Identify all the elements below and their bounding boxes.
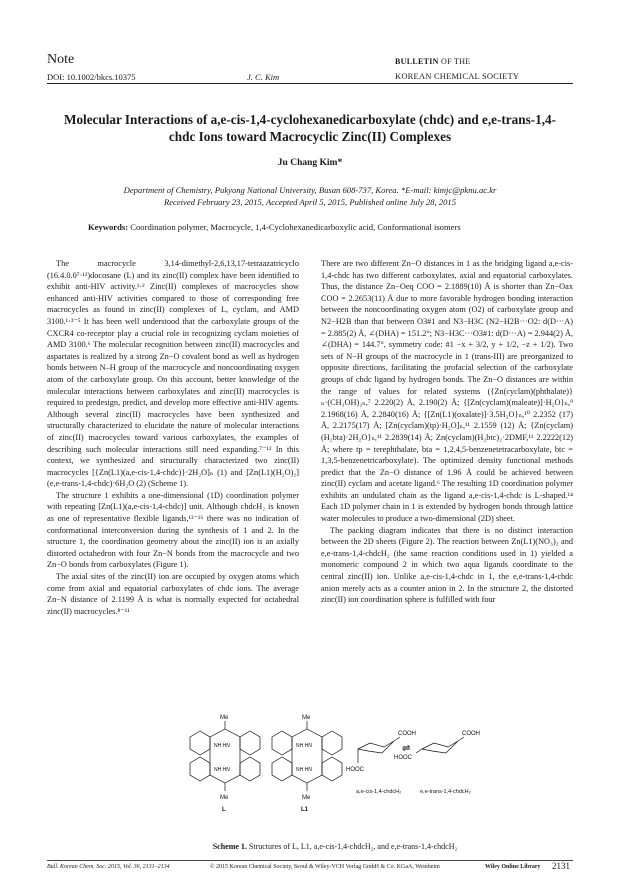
paragraph: There are two different Zn−O distances in 1 as the bridging ligand a,e-cis-1,4-chdc has two different carboxylates, axial and equatorial carboxylates. Thus, the distance Zn−Oeq COO = 2.1889(10) Å is shorter than Zn−Oax COO = 2.2653(11) Å due to more favorable hydrogen bonding interaction between the noncoordinating oxygen atom (O2) of carboxylate group and N2−H2B than that between O3#1 and N3−H3C (N2−H2B···O2: d(D···A) = 2.885(2) Å, ∠(DHA) = 151.2°; N3−H3C···O3#1: d(D···A) = 2.944(2) Å, ∠(DHA) = 144.7°, symmetry code: #1 −x + 3/2, y + 1/2, −z + 1/2). Two sets of N−H groups of the macrocycle in 1 (trans-III) are preorganized to opposite directions, facilitating the profacial selection of the carboxylate groups of chdc ligand by hydrogen bonds. The Zn−O distances are within the range of values for related systems ({Zn(cyclam)(phthalate)}ₙ·(CH₃OH)₂ₙ,⁷ 2.220(2) Å, 2.190(2) Å; {[Zn(cyclam)(maleate)]·H₂O}ₙ,⁹ 2.1968(16) Å, 2.2840(16) Å; {[Zn(L1)(oxalate)]·3.5H₂O}ₙ,¹⁰ 2.2352 (17) Å, 2.2175(17) Å; [Zn(cyclam)(tp)·H₂O]ₙ,¹¹ 2.1559 (12) Å; {Zn(cyclam)(H₂bta)·2H₂O}ₙ,¹¹ 2.2839(14) Å; Zn(cyclam)(H₂btc)₂·2DMF,¹¹ 2.2222(12) Å; where tp = terephthalate, bta = 1,2,4,5-benzenetetracarboxylate, btc = 1,3,5-benzenetricarboxylate). The optimized density functional methods predict that the Zn−O distance of 1.96 Å could be achieved between zinc(II) cyclam and acetate ligand.⁶ The resulting 1D coordination polymer exhibits an undulated chain as the ligand a,e-cis-1,4-chdc is L-shaped.¹⁴ Each 1D polymer chain in 1 is extended by hydrogen bonds through lattice water molecules to produce a two-dimensional (2D) sheet.: [321, 259, 573, 524]
scheme-caption-label: Scheme 1.: [212, 842, 247, 851]
left-column: [47, 258, 299, 617]
article-author: Ju Chang Kim*: [277, 158, 343, 168]
methyl-label: Me: [302, 795, 311, 801]
journal-name-line2: KOREAN CHEMICAL SOCIETY: [395, 71, 520, 81]
scheme-caption: [165, 842, 505, 851]
equilibrium-arrow: ⇌: [402, 743, 411, 754]
keywords-label: Keywords:: [88, 222, 129, 232]
paragraph: The packing diagram indicates that there is no distinct interaction between the 2D sheets (Figure 2). The reaction between Zn(L1)(NO₃)₂ and e,e-trans-1,4-chdcH₂ (the same reaction conditions used in 1) yielded a monomeric compound 2 in which two aqua ligands coordinate to the central zinc(II) ion. Unlike a,e-cis-1,4-chdc in 1, the e,e-trans-1,4-chdc anion merely acts as a counter anion in 2. In the structure 2, the distorted zinc(II) ion coordination sphere is fulfilled with four: [321, 525, 573, 605]
section-label: Note: [47, 52, 75, 67]
right-column: [321, 258, 573, 606]
paragraph: The structure 1 exhibits a one-dimensional (1D) coordination polymer with repeating [Zn(L1)(a,e-cis-1,4-chdc)] unit. Although chdcH₂ is known as one of representative flexible ligands,¹³⁻¹⁶ there was no indication of conformational interconversion during the synthesis of 1 and 2. In the structure 1, the coordination geometry about the zinc(II) ion is an axially distorted octahedron with four Zn−N bonds from the macrocycle and two Zn−O bonds from carboxylates (Figure 1).: [47, 490, 299, 570]
running-author: J. C. Kim: [247, 72, 280, 82]
journal-name-line1: [395, 57, 470, 66]
amine-label: NH HN: [214, 767, 230, 773]
header-rule: [47, 83, 573, 84]
amine-label: NH HN: [296, 743, 312, 749]
keywords: [88, 222, 558, 232]
scheme-caption-text: Structures of L, L1, a,e-cis-1,4-chdcH₂, and e,e-trans-1,4-chdcH₂: [246, 842, 458, 851]
doi-link[interactable]: DOI: 10.1002/bkcs.10375: [47, 72, 136, 82]
name-trans: e,e-trans-1,4-chdcH₂: [420, 789, 471, 795]
page-number: 2131: [552, 861, 570, 871]
methyl-label: Me: [220, 715, 229, 721]
footer-rule: [47, 860, 573, 861]
label-L: L: [222, 807, 226, 813]
cooh-label: COOH: [398, 731, 416, 737]
amine-label: NH HN: [214, 743, 230, 749]
affiliation-block: [50, 184, 570, 208]
paragraph: The macrocycle 3,14-dimethyl-2,6,13,17-tetraazatricyclo (16.4.0.0⁷·¹²)docosane (L) and its zinc(II) complex have been identified to exhibit anti-HIV activity.¹·² Zinc(II) complexes of macrocycles show enhanced anti-HIV activities compared to those of corresponding free macrocycles as found in zinc(II) complexes of L, cyclam, and AMD 3100.¹·³⁻⁵ It has been well understood that the carboxylate groups of the CXCR4 co-receptor play a crucial role in recognizing cyclam moieties of AMD 3100.⁶ The molecular recognition between zinc(II) macrocycles and aspartates is realized by a strong Zn−O covalent bond as well as hydrogen bonds between N–H group of the macrocycle and noncoordinating oxygen atom of the carboxylate group. On this account, better knowledge of the molecular interactions between carboxylates and zinc(II) macrocycles is required to predesign, predict, and develop more effective anti-HIV agents. Although several zinc(II) macrocycles have been synthesized and structurally characterized to elucidate the nature of molecular interactions of zinc(II) macrocycles toward various carboxylates, the examples of describing such molecular interactions still need expanding.⁷⁻¹² In this context, we synthesized and structurally characterized two zinc(II) macrocycles [{Zn(L1)(a,e-cis-1,4-chdc)}·2H₂O]ₙ (1) and [Zn(L1)(H₂O)₂](e,e-trans-1,4-chdc)·6H₂O (2) (Scheme 1).: [47, 259, 299, 489]
affiliation: Department of Chemistry, Pukyong National University, Busan 608-737, Korea. *E-mail: kimjc@pknu.ac.kr: [123, 185, 497, 195]
name-cis: a,e-cis-1,4-chdcH₂: [356, 789, 402, 795]
article-title: Molecular Interactions of a,e-cis-1,4-cyclohexanedicarboxylate (chdc) and e,e-trans-1,4-chdc Ions toward Macrocyclic Zinc(II) Complexes: [64, 112, 556, 144]
footer-copyright: © 2015 Korean Chemical Society, Seoul & Wiley-VCH Verlag GmbH & Co. KGaA, Weinheim: [210, 864, 440, 870]
amine-label: NH HN: [296, 767, 312, 773]
hooc-label: HOOC: [394, 755, 412, 761]
journal-of-the: OF THE: [438, 57, 471, 66]
label-L1: L1: [301, 807, 309, 813]
footer-citation: Bull. Korean Chem. Soc. 2015, Vol. 36, 2131–2134: [47, 864, 170, 870]
keywords-list: Coordination polymer, Macrocycle, 1,4-Cyclohexanedicarboxylic acid, Conformational isomers: [130, 222, 461, 232]
scheme-figure: [180, 707, 480, 835]
hooc-label: HOOC: [346, 767, 364, 773]
methyl-label: Me: [302, 715, 311, 721]
journal-bulletin: BULLETIN: [395, 57, 439, 66]
methyl-label: Me: [220, 795, 229, 801]
cooh-label: COOH: [462, 731, 480, 737]
footer-library[interactable]: Wiley Online Library: [485, 864, 541, 870]
paragraph: The axial sites of the zinc(II) ion are occupied by oxygen atoms which come from axial and equatorial carboxylates of chdc ions. The average Zn−N distance of 2.1199 Å is what is normally expected for octahedral zinc(II) macrocycles.⁸⁻¹¹: [47, 572, 299, 616]
publication-dates: Received February 23, 2015, Accepted April 5, 2015, Published online July 28, 2015: [163, 197, 457, 207]
